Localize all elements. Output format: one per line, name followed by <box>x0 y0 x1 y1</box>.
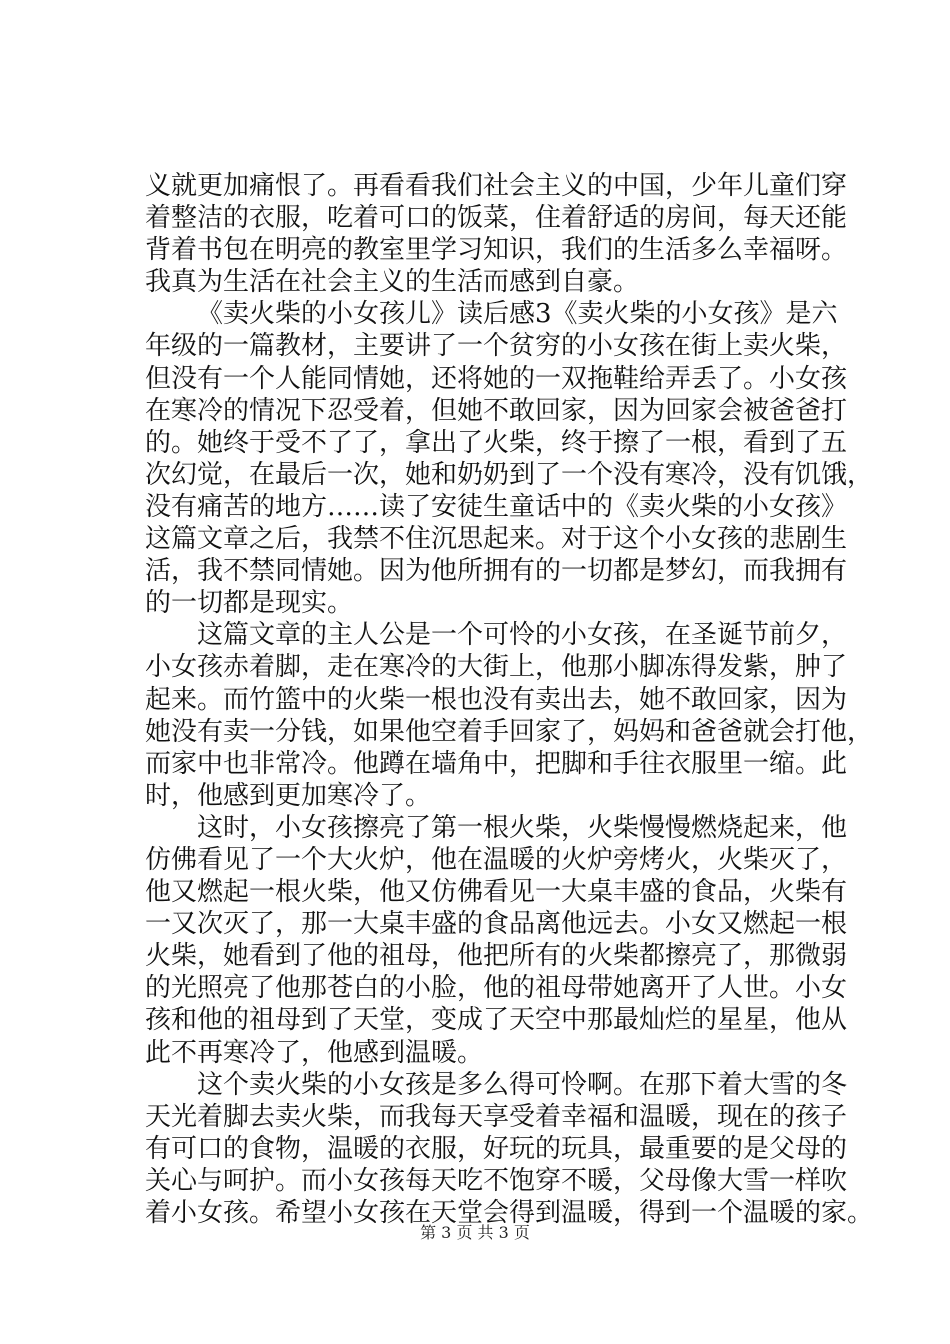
text-line: 没有痛苦的地方……读了安徒生童话中的《卖火柴的小女孩》 <box>145 491 848 522</box>
text-line: 义就更加痛恨了。再看看我们社会主义的中国，少年儿童们穿 <box>145 171 848 201</box>
text-line: 时，他感到更加寒冷了。 <box>145 780 432 811</box>
text-line: 我真为生活在社会主义的生活而感到自豪。 <box>145 267 640 298</box>
text-line: 此不再寒冷了，他感到温暖。 <box>145 1037 484 1068</box>
text-line: 活，我不禁同情她。因为他所拥有的一切都是梦幻，而我拥有 <box>145 556 848 587</box>
text-line: 但没有一个人能同情她，还将她的一双拖鞋给弄丢了。小女孩 <box>145 363 848 394</box>
text-line: 这时，小女孩擦亮了第一根火柴，火柴慢慢燃烧起来，他 <box>197 812 848 843</box>
page-footer: 第 3 页 共 3 页 <box>420 1223 530 1242</box>
text-line: 关心与呵护。而小女孩每天吃不饱穿不暖，父母像大雪一样吹 <box>145 1165 848 1196</box>
text-line: 有可口的食物，温暖的衣服，好玩的玩具，最重要的是父母的 <box>145 1133 848 1164</box>
text-line: 这篇文章之后，我禁不住沉思起来。对于这个小女孩的悲剧生 <box>145 524 848 555</box>
text-line: 火柴，她看到了他的祖母，他把所有的火柴都擦亮了，那微弱 <box>145 941 848 972</box>
text-line: 这篇文章的主人公是一个可怜的小女孩，在圣诞节前夕， <box>197 620 848 651</box>
text-line: 仿佛看见了一个大火炉，他在温暖的火炉旁烤火，火柴灭了， <box>145 844 848 875</box>
text-line: 的光照亮了他那苍白的小脸，他的祖母带她离开了人世。小女 <box>145 973 848 1004</box>
text-line: 年级的一篇教材，主要讲了一个贫穷的小女孩在街上卖火柴， <box>145 331 848 362</box>
text-line: 《卖火柴的小女孩儿》读后感3《卖火柴的小女孩》是六 <box>197 299 838 330</box>
text-line: 而家中也非常冷。他蹲在墙角中，把脚和手往衣服里一缩。此 <box>145 748 848 779</box>
text-line: 着小女孩。希望小女孩在天堂会得到温暖，得到一个温暖的家。 <box>145 1198 874 1228</box>
text-line: 背着书包在明亮的教室里学习知识，我们的生活多么幸福呀。 <box>145 235 848 266</box>
text-line: 这个卖火柴的小女孩是多么得可怜啊。在那下着大雪的冬 <box>197 1069 848 1100</box>
text-line: 的。她终于受不了了，拿出了火柴，终于擦了一根，看到了五 <box>145 427 848 458</box>
text-line: 孩和他的祖母到了天堂，变成了天空中那最灿烂的星星，他从 <box>145 1005 848 1036</box>
text-line: 天光着脚去卖火柴，而我每天享受着幸福和温暖，现在的孩子 <box>145 1101 848 1132</box>
text-line: 小女孩赤着脚，走在寒冷的大街上，他那小脚冻得发紫，肿了 <box>145 652 848 683</box>
text-line: 一又次灭了，那一大桌丰盛的食品离他远去。小女又燃起一根 <box>145 909 848 940</box>
text-line: 他又燃起一根火柴，他又仿佛看见一大桌丰盛的食品，火柴有 <box>145 877 848 908</box>
text-line: 次幻觉，在最后一次，她和奶奶到了一个没有寒冷，没有饥饿， <box>145 459 874 490</box>
text-line: 着整洁的衣服，吃着可口的饭菜，住着舒适的房间，每天还能 <box>145 203 848 234</box>
text-line: 的一切都是现实。 <box>145 588 354 619</box>
text-line: 在寒冷的情况下忍受着，但她不敢回家，因为回家会被爸爸打 <box>145 395 848 426</box>
body-text <box>145 170 874 1229</box>
text-line: 她没有卖一分钱，如果他空着手回家了，妈妈和爸爸就会打他， <box>145 716 874 747</box>
text-line: 起来。而竹篮中的火柴一根也没有卖出去，她不敢回家，因为 <box>145 684 848 715</box>
